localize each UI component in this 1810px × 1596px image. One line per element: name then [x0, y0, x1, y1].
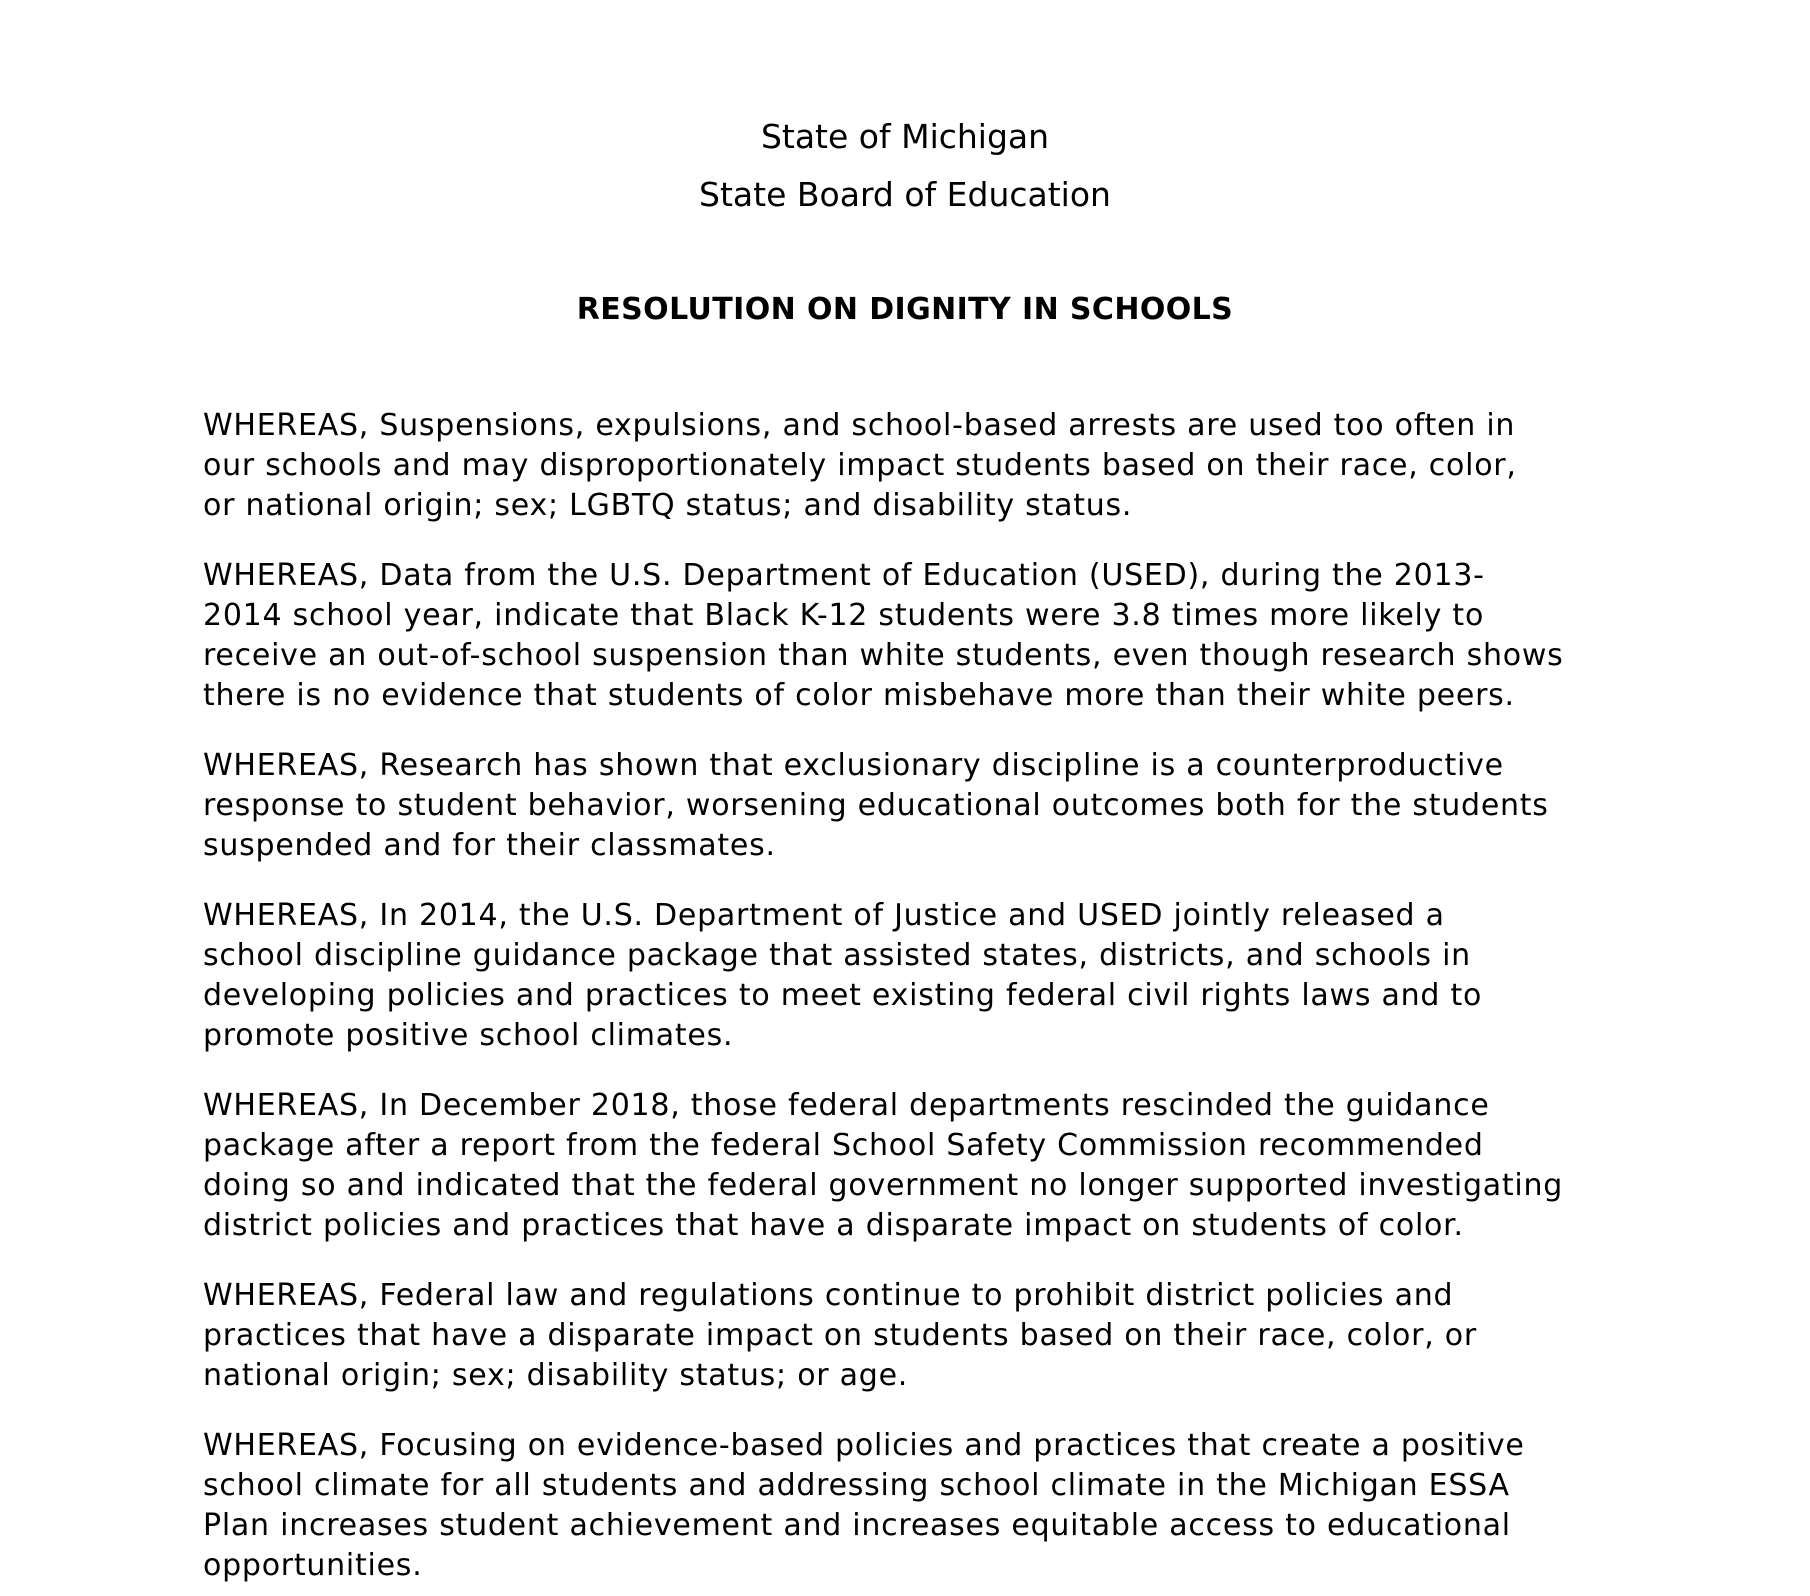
paragraph-line: or national origin; sex; LGBTQ status; and disability status.: [203, 488, 1133, 523]
paragraph-line: WHEREAS, Focusing on evidence-based policies and practices that create a positive: [203, 1428, 1525, 1463]
paragraph-line: our schools and may disproportionately impact students based on their race, color,: [203, 448, 1517, 483]
paragraph-line: promote positive school climates.: [203, 1018, 734, 1053]
paragraph-line: school discipline guidance package that assisted states, districts, and schools in: [203, 938, 1471, 973]
paragraph-line: there is no evidence that students of color misbehave more than their white peers.: [203, 678, 1515, 713]
paragraph-line: WHEREAS, Research has shown that exclusionary discipline is a counterproductive: [203, 748, 1504, 783]
paragraph-line: package after a report from the federal School Safety Commission recommended: [203, 1128, 1484, 1163]
paragraph-line: WHEREAS, In 2014, the U.S. Department of Justice and USED jointly released a: [203, 898, 1445, 933]
paragraph-line: response to student behavior, worsening educational outcomes both for the students: [203, 788, 1549, 823]
paragraph-line: 2014 school year, indicate that Black K-12 students were 3.8 times more likely to: [203, 598, 1485, 633]
paragraph-line: national origin; sex; disability status; or age.: [203, 1358, 909, 1393]
document-title: RESOLUTION ON DIGNITY IN SCHOOLS: [576, 292, 1234, 327]
paragraph-line: WHEREAS, In December 2018, those federal departments rescinded the guidance: [203, 1088, 1490, 1123]
paragraph-line: school climate for all students and addressing school climate in the Michigan ESSA: [203, 1468, 1510, 1503]
header-board: State Board of Education: [699, 175, 1111, 214]
paragraph-line: doing so and indicated that the federal government no longer supported investigating: [203, 1168, 1564, 1203]
paragraph-line: developing policies and practices to meet existing federal civil rights laws and to: [203, 978, 1483, 1013]
paragraph-line: WHEREAS, Data from the U.S. Department of Education (USED), during the 2013-: [203, 558, 1485, 593]
paragraph-line: district policies and practices that have a disparate impact on students of color.: [203, 1208, 1464, 1243]
paragraph-line: receive an out-of-school suspension than white students, even though research shows: [203, 638, 1564, 673]
paragraph-line: WHEREAS, Suspensions, expulsions, and school-based arrests are used too often in: [203, 408, 1516, 443]
paragraph-line: Plan increases student achievement and increases equitable access to educational: [203, 1508, 1511, 1543]
paragraph-line: practices that have a disparate impact on students based on their race, color, or: [203, 1318, 1477, 1353]
paragraph-line: opportunities.: [203, 1548, 423, 1583]
header-state: State of Michigan: [760, 117, 1050, 156]
paragraph-line: WHEREAS, Federal law and regulations continue to prohibit district policies and: [203, 1278, 1454, 1313]
paragraph-line: suspended and for their classmates.: [203, 828, 776, 863]
